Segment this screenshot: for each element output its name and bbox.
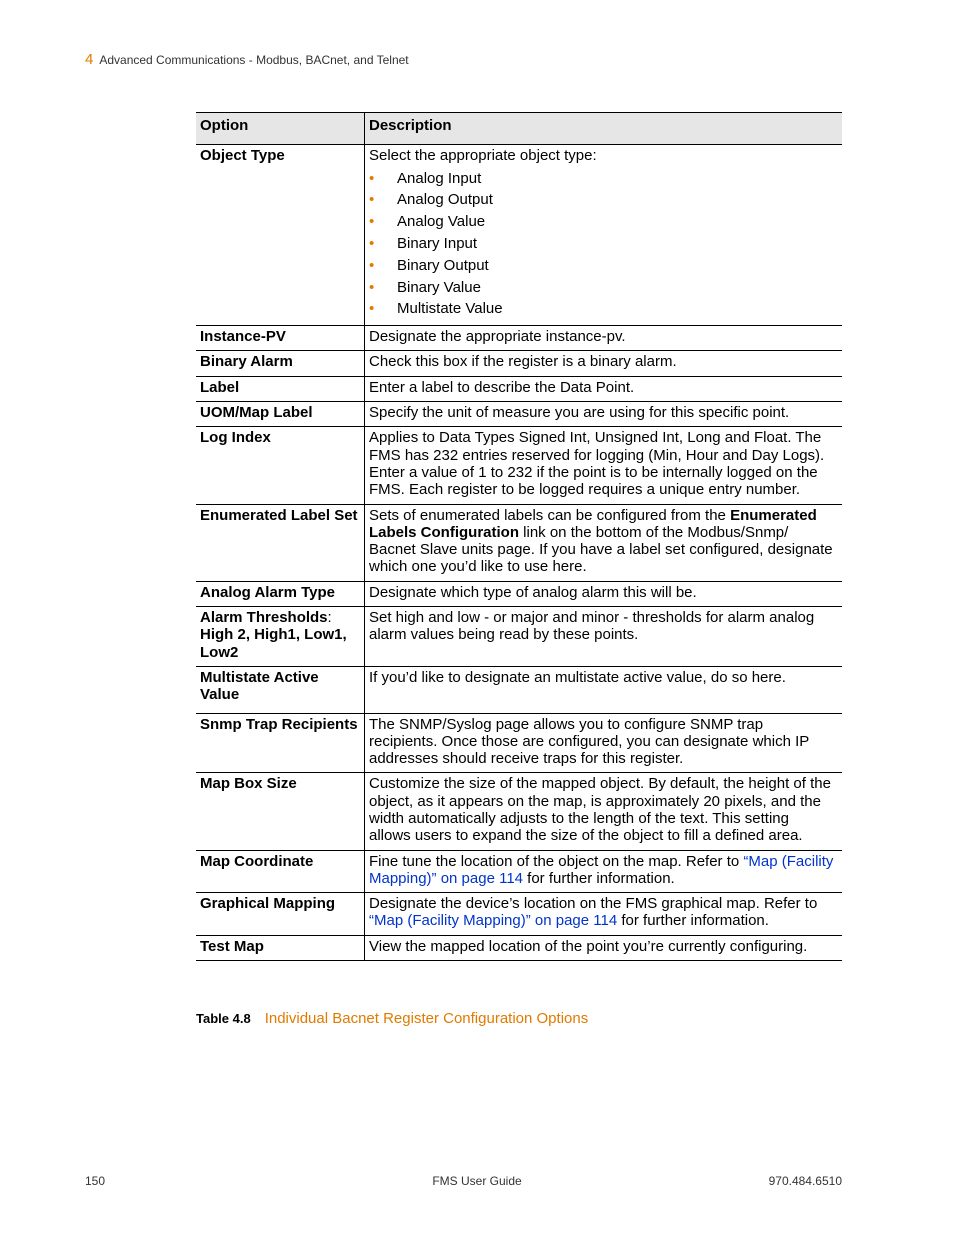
running-header: [85, 51, 409, 68]
option-multistate-active-value: Multistate Active Value: [196, 666, 365, 713]
list-item: • Analog Input: [369, 168, 834, 190]
table-row: [196, 376, 842, 401]
option-map-coordinate: Map Coordinate: [196, 850, 365, 893]
list-item: • Analog Output: [369, 189, 834, 211]
description-cell: Fine tune the location of the object on the map. Refer to “Map (Facility Mapping)” on page 114 for further information.: [365, 850, 843, 893]
description-cell: If you’d like to designate an multistate active value, do so here.: [365, 666, 843, 713]
ui-reference: Enumerated Labels Configuration: [369, 506, 817, 541]
description-cell: Customize the size of the mapped object. By default, the height of the object, as it appears on the map, is approximately 20 pixels, and the width automatically adjusts to the length of the text. This setting allows users to expand the size of the object to fill a defined area.: [365, 773, 843, 850]
option-binary-alarm: Binary Alarm: [196, 351, 365, 376]
description-cell: View the mapped location of the point you’re currently configuring.: [365, 935, 843, 960]
bullet-icon: •: [369, 191, 375, 209]
list-item: • Binary Output: [369, 255, 834, 277]
option-map-box-size: Map Box Size: [196, 773, 365, 850]
option-object-type: Object Type: [196, 145, 365, 326]
table-row: [196, 145, 842, 326]
footer-doc-title: FMS User Guide: [432, 1174, 522, 1188]
description-cell: Set high and low - or major and minor - thresholds for alarm analog alarm values being read by these points.: [365, 607, 843, 667]
bullet-icon: •: [369, 169, 375, 187]
description-cell: Sets of enumerated labels can be configured from the Enumerated Labels Configuration link on the bottom of the Modbus/Snmp/ Bacnet Slave units page. If you have a label set configured, designate which one you’d like to use here.: [365, 504, 843, 581]
table-row: [196, 893, 842, 936]
description-cell: Applies to Data Types Signed Int, Unsigned Int, Long and Float. The FMS has 232 entries reserved for logging (Min, Hour and Day Logs). Enter a value of 1 to 232 if the point is to be internally logged on the FMS. Each register to be logged requires a unique entry number.: [365, 427, 843, 504]
bullet-icon: •: [369, 300, 375, 318]
table-header-row: [196, 113, 842, 145]
table-row: [196, 935, 842, 960]
object-type-list: [369, 168, 834, 321]
list-item: • Multistate Value: [369, 298, 834, 320]
bullet-icon: •: [369, 256, 375, 274]
description-cell: The SNMP/Syslog page allows you to configure SNMP trap recipients. Once those are configured, you can designate which IP addresses should receive traps for this register.: [365, 713, 843, 773]
table-row: [196, 850, 842, 893]
description-cell: Check this box if the register is a binary alarm.: [365, 351, 843, 376]
chapter-number: 4: [85, 51, 94, 68]
table-row: [196, 326, 842, 351]
option-enumerated-label-set: Enumerated Label Set: [196, 504, 365, 581]
table-row: [196, 713, 842, 773]
option-label: Label: [196, 376, 365, 401]
table-row: [196, 351, 842, 376]
description-cell: Specify the unit of measure you are using for this specific point.: [365, 402, 843, 427]
options-table: [196, 112, 842, 961]
list-item: • Binary Value: [369, 277, 834, 299]
bullet-icon: •: [369, 278, 375, 296]
option-alarm-thresholds: Alarm Thresholds: High 2, High1, Low1, Low2: [196, 607, 365, 667]
cross-reference-link[interactable]: “Map (Facility Mapping)” on page 114: [369, 852, 834, 887]
cross-reference-link[interactable]: “Map (Facility Mapping)” on page 114: [369, 912, 618, 930]
option-analog-alarm-type: Analog Alarm Type: [196, 581, 365, 606]
option-graphical-mapping: Graphical Mapping: [196, 893, 365, 936]
description-cell: Designate which type of analog alarm this will be.: [365, 581, 843, 606]
page-number: 150: [85, 1174, 106, 1188]
table-caption: [196, 1010, 588, 1027]
bullet-icon: •: [369, 234, 375, 252]
column-header-option: Option: [196, 113, 365, 145]
option-instance-pv: Instance-PV: [196, 326, 365, 351]
description-cell: Designate the device’s location on the FMS graphical map. Refer to “Map (Facility Mapping)” on page 114 for further information.: [365, 893, 843, 936]
bullet-icon: •: [369, 213, 375, 231]
list-item: • Binary Input: [369, 233, 834, 255]
list-item: • Analog Value: [369, 211, 834, 233]
table-row: [196, 773, 842, 850]
option-uom-map-label: UOM/Map Label: [196, 402, 365, 427]
caption-label: Table 4.8: [196, 1011, 251, 1026]
option-test-map: Test Map: [196, 935, 365, 960]
caption-title: Individual Bacnet Register Configuration Options: [264, 1010, 589, 1027]
column-header-description: Description: [365, 113, 843, 145]
footer-phone: 970.484.6510: [768, 1174, 842, 1188]
table-row: [196, 581, 842, 606]
option-snmp-trap-recipients: Snmp Trap Recipients: [196, 713, 365, 773]
description-cell: Designate the appropriate instance-pv.: [365, 326, 843, 351]
option-log-index: Log Index: [196, 427, 365, 504]
table-row: [196, 402, 842, 427]
description-cell: [365, 145, 843, 326]
table-row: [196, 607, 842, 667]
table-row: [196, 666, 842, 713]
description-cell: Enter a label to describe the Data Point.: [365, 376, 843, 401]
chapter-title: Advanced Communications - Modbus, BACnet, and Telnet: [99, 53, 409, 67]
table-row: [196, 504, 842, 581]
table-row: [196, 427, 842, 504]
description-intro: Select the appropriate object type:: [369, 147, 597, 165]
